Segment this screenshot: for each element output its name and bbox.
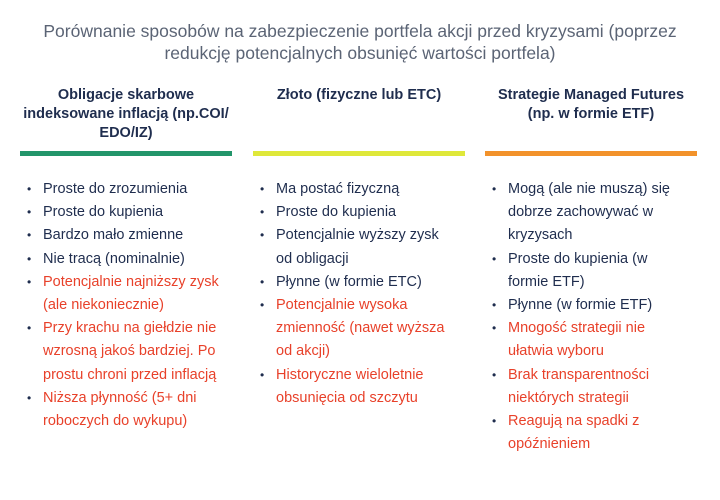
title-line-2: redukcję potencjalnych obsunięć wartości portfela) [164, 43, 556, 63]
item-text-line: kryzysach [508, 227, 573, 244]
item-text-line: Potencjalnie wysoka [276, 297, 408, 314]
bullet-icon: • [27, 390, 32, 405]
item-text-line: Potencjalnie wyższy zysk [276, 227, 439, 244]
bullet-icon: • [260, 228, 265, 243]
item-text-line: dobrze zachowywać w [508, 204, 654, 221]
column-heading-line: (np. w formie ETF) [527, 106, 655, 122]
column-heading [253, 86, 465, 146]
bullet-icon: • [27, 228, 32, 243]
item-text-line: Nie tracą (nominalnie) [43, 250, 185, 267]
item-text-line: niektórych strategii [508, 389, 629, 406]
bullet-icon: • [27, 205, 32, 220]
item-text-line: roboczych do wykupu) [43, 413, 188, 430]
item-text-line: Mogą (ale nie muszą) się [508, 181, 670, 197]
disadvantage-item [253, 364, 465, 410]
column-gold [253, 86, 465, 410]
item-text-line: od akcji) [276, 343, 330, 360]
disadvantage-item [485, 364, 697, 410]
item-text-line: Potencjalnie najniższy zysk [43, 273, 219, 290]
item-text-line: Historyczne wieloletnie [276, 366, 424, 383]
advantage-item [253, 271, 465, 294]
bullet-icon: • [492, 321, 497, 336]
advantage-item [253, 178, 465, 201]
bullet-icon: • [492, 414, 497, 429]
item-text-line: Proste do kupienia (w [508, 250, 648, 267]
advantage-item [253, 201, 465, 224]
disadvantage-item [20, 387, 232, 433]
bullet-icon: • [492, 367, 497, 382]
item-text-line: zmienność (nawet wyższa [276, 320, 445, 337]
column-managed-futures [485, 86, 697, 456]
item-text-line: Proste do zrozumienia [43, 181, 188, 197]
disadvantage-item [253, 294, 465, 364]
column-divider-green [20, 151, 232, 156]
item-text-line: Płynne (w formie ETC) [276, 273, 422, 290]
column-list [485, 178, 697, 456]
item-text-line: obsunięcia od szczytu [276, 389, 418, 406]
column-heading-line: EDO/IZ) [99, 125, 153, 141]
item-text-line: Mnogość strategii nie [508, 320, 646, 337]
item-text-line: Reagują na spadki z [508, 413, 640, 430]
item-text-line: Brak transparentności [508, 366, 650, 383]
column-heading-line: Obligacje skarbowe [57, 87, 195, 103]
disadvantage-item [485, 317, 697, 363]
title-line-1: Porównanie sposobów na zabezpieczenie portfela akcji przed kryzysami (poprzez [43, 21, 677, 41]
bullet-icon: • [27, 321, 32, 336]
bullet-icon: • [260, 182, 265, 196]
item-text-line: opóźnieniem [508, 436, 591, 453]
advantage-item [485, 294, 697, 317]
advantage-item [485, 178, 697, 248]
item-text-line: Bardzo mało zmienne [43, 227, 184, 244]
item-text-line: Proste do kupienia [276, 204, 397, 221]
advantage-item [20, 201, 232, 224]
item-text-line: (ale niekoniecznie) [43, 297, 164, 314]
bullet-icon: • [260, 298, 265, 313]
column-list [253, 178, 465, 410]
item-text-line: Płynne (w formie ETF) [508, 297, 653, 314]
bullet-icon: • [27, 251, 32, 266]
item-text-line: Niższa płynność (5+ dni [43, 389, 197, 406]
bullet-icon: • [492, 251, 497, 266]
item-text-line: Ma postać fizyczną [276, 181, 400, 197]
item-text-line: prostu chroni przed inflacją [43, 366, 217, 383]
bullet-icon: • [492, 298, 497, 313]
column-heading [485, 86, 697, 146]
item-text-line: formie ETF) [508, 273, 585, 290]
bullet-icon: • [260, 274, 265, 289]
column-heading-line: Złoto (fizyczne lub ETC) [276, 87, 442, 103]
item-text-line: od obligacji [276, 250, 349, 267]
disadvantage-item [485, 410, 697, 456]
column-heading-line: indeksowane inflacją (np.COI/ [23, 106, 229, 122]
column-divider-orange [485, 151, 697, 156]
item-text-line: wzrosną jakoś bardziej. Po [43, 343, 216, 360]
column-heading-line: Strategie Managed Futures [497, 87, 685, 103]
bullet-icon: • [492, 182, 497, 196]
bullet-icon: • [27, 274, 32, 289]
advantage-item [20, 224, 232, 247]
column-heading [20, 86, 232, 146]
bullet-icon: • [260, 367, 265, 382]
item-text-line: ułatwia wyboru [508, 343, 604, 360]
disadvantage-item [20, 317, 232, 387]
disadvantage-item [20, 271, 232, 317]
advantage-item [20, 248, 232, 271]
column-list [20, 178, 232, 433]
bullet-icon: • [27, 182, 32, 196]
advantage-item [485, 248, 697, 294]
page-title [0, 20, 720, 64]
advantage-item [253, 224, 465, 270]
item-text-line: Proste do kupienia [43, 204, 164, 221]
item-text-line: Przy krachu na giełdzie nie [43, 320, 217, 337]
advantage-item [20, 178, 232, 201]
bullet-icon: • [260, 205, 265, 220]
column-bonds [20, 86, 232, 433]
column-divider-yellow [253, 151, 465, 156]
